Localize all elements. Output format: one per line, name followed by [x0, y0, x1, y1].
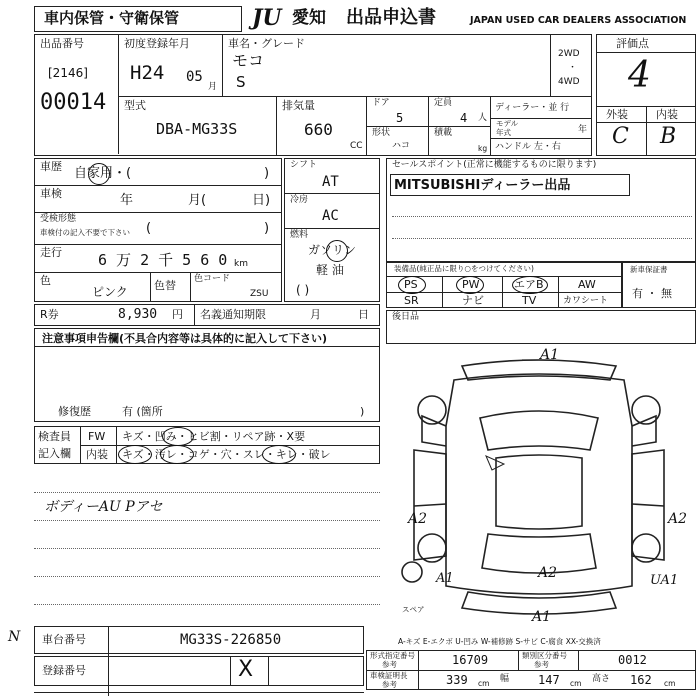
- interior-score: B: [660, 124, 677, 149]
- model-year-label-a: モデル: [496, 119, 519, 128]
- tax-notice-label: 名義通知期限: [200, 308, 266, 321]
- storage-labels: 車内保管・守衛保管: [44, 9, 180, 27]
- lot-number: 00014: [40, 90, 107, 115]
- inspection-day: 日): [252, 193, 271, 208]
- class-sub: 参考: [534, 660, 549, 669]
- recycle-value: 8,930: [118, 307, 158, 322]
- inspector-dent-circle: [162, 427, 194, 446]
- history-close: ): [264, 166, 270, 181]
- reg-number-label: 登録番号: [42, 664, 86, 677]
- inspector-label-b: 記入欄: [38, 447, 71, 460]
- type-cert-label: 形式指定番号: [370, 651, 415, 660]
- rear-goods-box: [386, 310, 696, 344]
- color-label: 色: [40, 274, 51, 287]
- margin-mark: N: [8, 629, 21, 645]
- equipment-pw: PW: [462, 278, 480, 291]
- warranty-label: 新車保証書: [630, 265, 668, 274]
- form-title: 出品申込書: [346, 7, 436, 28]
- doors-label: ドア: [372, 98, 390, 108]
- fuel-other: ( ): [296, 283, 310, 297]
- repair-close: ): [360, 405, 365, 418]
- notes-label: 注意事項申告欄(不具合内容等は具体的に記入して下さい): [42, 332, 328, 345]
- shape-label: 形状: [372, 128, 391, 138]
- type-cert-sub: 参考: [382, 660, 397, 669]
- displacement-label: 排気量: [282, 99, 315, 112]
- equipment-airbag-circle: [512, 276, 548, 294]
- acceptance-label: 受検形態: [40, 214, 77, 224]
- diagram-mark-left: A2: [408, 511, 428, 527]
- vehicle-name-label: 車名・グレード: [228, 37, 305, 50]
- reg-number-value: X: [238, 657, 254, 682]
- height-unit: cm: [664, 679, 676, 688]
- handle-side: ハンドル 左・右: [495, 142, 561, 152]
- interior-label: 内装: [656, 108, 678, 121]
- fuel-label: 燃料: [290, 230, 309, 240]
- car-diagram: [384, 346, 694, 636]
- score-label: 評価点: [616, 37, 649, 50]
- class-value: 0012: [618, 653, 647, 667]
- color-change-label: 色替: [154, 279, 176, 292]
- color-code-value: ZSU: [250, 289, 269, 299]
- length-value: 339: [446, 673, 468, 687]
- diagram-mark-front: A1: [540, 347, 560, 363]
- ju-logo: JU: [252, 5, 282, 31]
- history-value: 自家用・(: [74, 166, 132, 181]
- acceptance-close: ): [264, 221, 270, 236]
- class-label: 類別区分番号: [522, 651, 567, 660]
- handwritten-note: ボディーAU Pアセ: [44, 499, 163, 515]
- mileage-value: 6 万 2 千 5 6 0: [98, 251, 228, 269]
- width-unit: cm: [570, 679, 582, 688]
- repair-value: 有 (箇所: [122, 405, 163, 418]
- model-year-label-b: 年式: [496, 128, 511, 137]
- history-circle: [88, 163, 110, 185]
- diagram-mark-rear: A1: [532, 609, 552, 625]
- equipment-sr: SR: [404, 294, 419, 307]
- inspector-interior-items: キズ・汚レ・コゲ・穴・スレ・キレ・破レ: [122, 448, 331, 461]
- sales-point-value: MITSUBISHIディーラー出品: [394, 178, 571, 193]
- diagram-mark-rear-center: A2: [538, 565, 558, 581]
- inspector-fw-items: キズ・凹み・ヒビ割・リペア跡・X要: [122, 430, 306, 443]
- registration-month-unit: 月: [208, 82, 218, 92]
- chassis-value: MG33S-226850: [180, 632, 282, 648]
- exterior-label: 外装: [606, 108, 628, 121]
- lot-label: 出品番号: [40, 37, 84, 50]
- length-sub: 参考: [382, 680, 397, 689]
- diagram-mark-right: A2: [668, 511, 688, 527]
- load-label: 積載: [434, 128, 453, 138]
- exterior-score: C: [612, 124, 629, 149]
- inspection-label: 車検: [40, 187, 62, 200]
- type-cert-value: 16709: [452, 653, 489, 667]
- registration-year: H24: [130, 62, 165, 84]
- length-unit: cm: [478, 679, 490, 688]
- inspection-year: 年: [120, 193, 134, 208]
- equipment-aw: AW: [578, 278, 596, 291]
- equipment-leather-seat: カワシート: [563, 296, 609, 306]
- doors-value: 5: [396, 111, 404, 125]
- model-year-unit: 年: [578, 125, 588, 135]
- shift-value: AT: [322, 174, 339, 190]
- tax-notice-month: 月: [310, 308, 321, 321]
- mileage-unit: km: [234, 259, 248, 269]
- registration-label: 初度登録年月: [124, 37, 190, 50]
- damage-legend: A-キズ E-エクボ U-凹み W-補修跡 S-サビ C-腐食 XX-交換済: [398, 637, 601, 646]
- registration-month: 05: [186, 69, 203, 85]
- displacement-unit: CC: [350, 141, 363, 151]
- inspector-scratch-circle: [118, 445, 152, 464]
- model-value: DBA-MG33S: [156, 120, 238, 138]
- acceptance-open: (: [146, 221, 152, 236]
- equipment-label: 装備品(純正品に限り○をつけてください): [394, 264, 534, 273]
- inspector-stain-circle: [160, 445, 194, 464]
- equipment-ps: PS: [404, 278, 418, 291]
- inspection-month: 月(: [188, 193, 207, 208]
- color-code-label: 色コード: [194, 274, 231, 284]
- shift-label: シフト: [290, 160, 318, 170]
- repair-label: 修復歴: [58, 405, 91, 418]
- rear-goods-label: 後日品: [392, 312, 420, 322]
- vehicle-grade: S: [236, 73, 246, 91]
- equipment-navi: ナビ: [462, 294, 484, 307]
- equipment-airbag: エアB: [514, 278, 544, 291]
- spare-label: スペア: [402, 605, 425, 614]
- vehicle-name: モコ: [232, 51, 265, 70]
- equipment-ps-circle: [398, 276, 426, 294]
- fuel-circle: [326, 240, 348, 262]
- inspector-wear-circle: [262, 445, 296, 464]
- drive-4wd: 4WD: [558, 77, 580, 87]
- capacity-unit: 人: [478, 113, 488, 123]
- recycle-label: R券: [40, 308, 59, 321]
- displacement-value: 660: [304, 120, 333, 139]
- length-label: 車検証明長: [370, 671, 408, 680]
- warranty-options: 有 ・ 無: [632, 287, 672, 300]
- color-value: ピンク: [92, 285, 128, 299]
- height-label: 高さ: [592, 674, 611, 684]
- lot-sub-number: [2146]: [48, 66, 88, 80]
- acceptance-note: 車検付の記入不要で下さい: [40, 228, 130, 237]
- aircon-value: AC: [322, 208, 339, 224]
- sales-point-label: セールスポイント(正常に機能するものに限ります): [392, 160, 597, 170]
- diagram-mark-lower-right: UA1: [650, 573, 679, 588]
- equipment-tv: TV: [522, 294, 537, 307]
- model-label: 型式: [124, 99, 146, 112]
- width-label: 幅: [500, 674, 510, 684]
- equipment-pw-circle: [456, 276, 484, 294]
- tax-notice-day: 日: [358, 308, 369, 321]
- score-value: 4: [628, 55, 651, 96]
- history-label: 車歴: [40, 160, 62, 173]
- load-unit: kg: [478, 144, 488, 153]
- capacity-label: 定員: [434, 98, 453, 108]
- capacity-value: 4: [460, 111, 468, 125]
- chassis-label: 車台番号: [42, 633, 86, 646]
- drive-2wd: 2WD: [558, 49, 580, 59]
- recycle-unit: 円: [172, 308, 183, 321]
- mileage-label: 走行: [40, 246, 62, 259]
- height-value: 162: [630, 673, 652, 687]
- shape-value: ハコ: [392, 141, 411, 151]
- width-value: 147: [538, 673, 560, 687]
- association-name: JAPAN USED CAR DEALERS ASSOCIATION: [470, 15, 687, 26]
- dealer-parallel: ディーラー・並 行: [495, 103, 570, 113]
- diagram-mark-lower-left: A1: [436, 571, 454, 586]
- aircon-label: 冷房: [290, 195, 309, 205]
- inspector-interior-label: 内装: [86, 448, 108, 461]
- fuel-gasoline: ガソリン: [308, 243, 357, 257]
- inspector-label-a: 検査員: [38, 430, 71, 443]
- inspector-fw-label: FW: [88, 430, 106, 443]
- org-name: 愛知: [292, 8, 326, 28]
- fuel-diesel: 軽 油: [316, 263, 344, 277]
